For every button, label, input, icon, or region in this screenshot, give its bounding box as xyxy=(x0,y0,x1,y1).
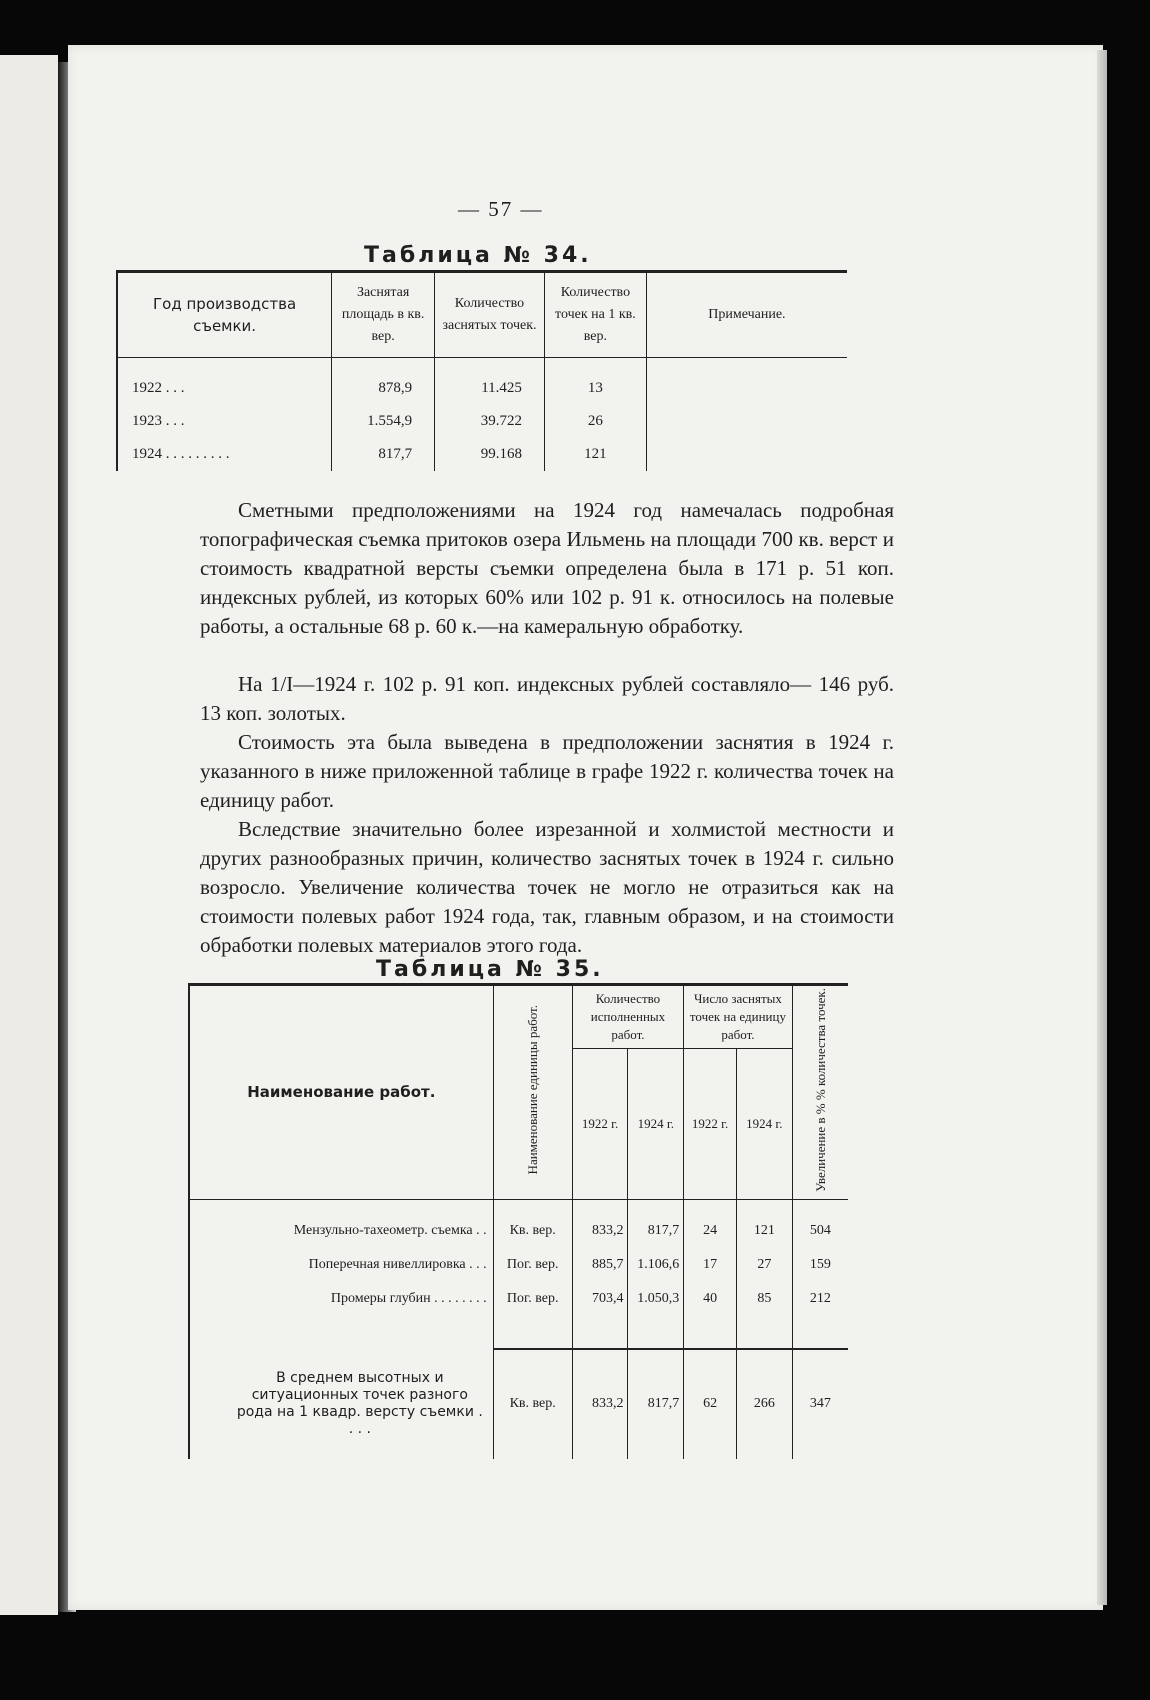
table-34-header: Год производства съемки. xyxy=(117,272,332,358)
table-cell: 1923 . . . xyxy=(117,405,332,438)
table-cell: 24 xyxy=(684,1199,737,1248)
average-label: В среднем высотных и ситуационных точек разного рода на 1 квадр. версту съемки . . . . xyxy=(236,1369,483,1437)
body-paragraph: На 1/I—1924 г. 102 р. 91 коп. индексных рублей составляло— 146 руб. 13 коп. золотых. xyxy=(200,672,894,725)
table-cell: 62 xyxy=(684,1349,737,1459)
table-34-header-row xyxy=(117,272,847,358)
table-35-subheader: 1922 г. xyxy=(684,1049,737,1200)
body-paragraph: Вследствие значительно более изрезанной и холмистой местности и других разнообразных причин, количество заснятых точек в 1924 г. сильно возросло. Увеличение количества точек не могло не отразиться как на стоимости полевых работ 1924 года, так, главным образом, и на стоимости обработки полевых материалов этого года. xyxy=(200,817,894,957)
table-35-header-per-unit: Число заснятых точек на единицу работ. xyxy=(684,985,792,1049)
table-35-header-row xyxy=(189,985,848,1049)
table-cell: Пог. вер. xyxy=(493,1282,572,1316)
table-cell xyxy=(189,1349,493,1459)
table-cell: 26 xyxy=(544,405,646,438)
table-cell: Кв. вер. xyxy=(493,1349,572,1459)
table-cell: 39.722 xyxy=(435,405,545,438)
table-35-subheader: 1924 г. xyxy=(628,1049,684,1200)
table-cell: 266 xyxy=(736,1349,792,1459)
table-cell: 17 xyxy=(684,1248,737,1282)
adjacent-page-edge xyxy=(0,55,58,1615)
table-34-header: Количество заснятых точек. xyxy=(435,272,545,358)
table-cell xyxy=(646,438,847,471)
table-cell: 13 xyxy=(544,358,646,406)
table-cell: 703,4 xyxy=(572,1282,628,1316)
page-right-edge xyxy=(1097,50,1107,1605)
table-cell: 1.554,9 xyxy=(332,405,435,438)
table-cell: 11.425 xyxy=(435,358,545,406)
table-row xyxy=(117,405,847,438)
table-34-header: Количество точек на 1 кв. вер. xyxy=(544,272,646,358)
table-cell: Пог. вер. xyxy=(493,1248,572,1282)
table-row xyxy=(189,1282,848,1316)
table-cell: 121 xyxy=(736,1199,792,1248)
table-cell: Мензульно-тахеометр. съемка . . xyxy=(189,1199,493,1248)
table-cell: 1.106,6 xyxy=(628,1248,684,1282)
table-cell: 85 xyxy=(736,1282,792,1316)
table-row xyxy=(189,1199,848,1248)
body-paragraph: Стоимость эта была выведена в предположении заснятия в 1924 г. указанного в ниже приложенной таблице в графе 1922 г. количества точек на единицу работ. xyxy=(200,730,894,812)
table-35-header-increase xyxy=(792,985,848,1200)
table-cell: 1922 . . . xyxy=(117,358,332,406)
table-separator-row xyxy=(189,1316,848,1349)
table-35-header-qty: Количество исполненных работ. xyxy=(572,985,684,1049)
table-34 xyxy=(116,270,847,471)
table-cell: 99.168 xyxy=(435,438,545,471)
table-cell: Поперечная нивеллировка . . . xyxy=(189,1248,493,1282)
table-35-title: Таблица № 35. xyxy=(376,957,604,982)
table-cell: 1924 . . . . . . . . . xyxy=(117,438,332,471)
table-cell: 878,9 xyxy=(332,358,435,406)
table-row xyxy=(117,358,847,406)
table-35-header-increase-text: Увеличение в % % количества точек. xyxy=(812,988,828,1192)
table-34-header: Примечание. xyxy=(646,272,847,358)
table-cell: 885,7 xyxy=(572,1248,628,1282)
table-cell: 817,7 xyxy=(628,1349,684,1459)
table-cell: 212 xyxy=(792,1282,848,1316)
table-average-row xyxy=(189,1349,848,1459)
table-row xyxy=(117,438,847,471)
table-35-subheader: 1922 г. xyxy=(572,1049,628,1200)
table-cell xyxy=(646,358,847,406)
page-number: — 57 — xyxy=(458,197,544,221)
table-cell: 347 xyxy=(792,1349,848,1459)
table-35-header-unit-text: Наименование единицы работ. xyxy=(525,1005,541,1175)
table-cell: 817,7 xyxy=(628,1199,684,1248)
table-34-header: Заснятая площадь в кв. вер. xyxy=(332,272,435,358)
table-cell: 817,7 xyxy=(332,438,435,471)
table-cell: Промеры глубин . . . . . . . . xyxy=(189,1282,493,1316)
table-35 xyxy=(188,983,848,1459)
table-cell: 121 xyxy=(544,438,646,471)
body-paragraph: Сметными предположениями на 1924 год намечалась подробная топографическая съемка притоков озера Ильмень на площади 700 кв. верст и стоимость квадратной версты съемки определена была в 171 р. 51 коп. индексных рублей, из которых 60% или 102 р. 91 к. относилось на полевые работы, а остальные 68 р. 60 к.—на камеральную обработку. xyxy=(200,498,894,638)
table-row xyxy=(189,1248,848,1282)
table-cell xyxy=(646,405,847,438)
table-35-header-name: Наименование работ. xyxy=(189,985,493,1200)
table-35-subheader: 1924 г. xyxy=(736,1049,792,1200)
table-cell: 27 xyxy=(736,1248,792,1282)
table-cell: 504 xyxy=(792,1199,848,1248)
table-cell: 833,2 xyxy=(572,1199,628,1248)
table-cell: 159 xyxy=(792,1248,848,1282)
table-cell: 40 xyxy=(684,1282,737,1316)
table-cell: 1.050,3 xyxy=(628,1282,684,1316)
table-cell: Кв. вер. xyxy=(493,1199,572,1248)
table-35-header-unit xyxy=(493,985,572,1200)
table-34-title: Таблица № 34. xyxy=(364,243,592,268)
document-page xyxy=(68,45,1103,1610)
table-cell: 833,2 xyxy=(572,1349,628,1459)
